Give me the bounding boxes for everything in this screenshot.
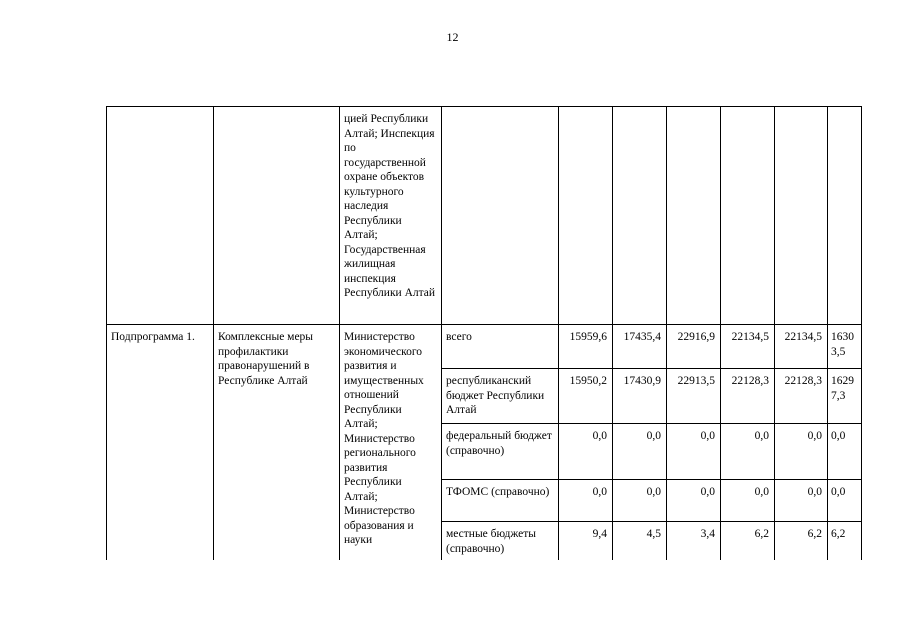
- table-cell: [721, 107, 775, 325]
- executors-cell: цией Республики Алтай; Инспекция по государственной охране объектов культурного наследия Республики Алтай; Государственная жилищная инспекция Республики Алтай: [340, 107, 442, 325]
- value-cell: 22128,3: [721, 369, 775, 424]
- page-number: 12: [446, 30, 459, 44]
- value-cell: 22916,9: [667, 325, 721, 369]
- value-cell: 0,0: [775, 424, 828, 480]
- value-cell: 0,0: [559, 480, 613, 522]
- table-cell: [775, 107, 828, 325]
- value-cell: 16297,3: [828, 369, 862, 424]
- table-cell: [214, 107, 340, 325]
- value-cell: 6,2: [828, 522, 862, 560]
- value-cell: 0,0: [721, 480, 775, 522]
- table-cell: [828, 107, 862, 325]
- value-cell: 0,0: [828, 424, 862, 480]
- funding-source: республиканский бюджет Республики Алтай: [442, 369, 559, 424]
- value-cell: 0,0: [828, 480, 862, 522]
- value-cell: 4,5: [613, 522, 667, 560]
- table-cell: [613, 107, 667, 325]
- table-cell: [559, 107, 613, 325]
- value-cell: 0,0: [613, 480, 667, 522]
- value-cell: 17435,4: [613, 325, 667, 369]
- value-cell: 3,4: [667, 522, 721, 560]
- funding-source: всего: [442, 325, 559, 369]
- subprogram-name: Комплексные меры профилактики правонарушений в Республике Алтай: [214, 325, 340, 560]
- funding-source: федеральный бюджет (справочно): [442, 424, 559, 480]
- table-row: [107, 107, 862, 325]
- value-cell: 15959,6: [559, 325, 613, 369]
- value-cell: 15950,2: [559, 369, 613, 424]
- funding-source: местные бюджеты (справочно): [442, 522, 559, 560]
- subprogram-label: Подпрограмма 1.: [107, 325, 214, 560]
- value-cell: 0,0: [721, 424, 775, 480]
- value-cell: 22913,5: [667, 369, 721, 424]
- value-cell: 9,4: [559, 522, 613, 560]
- table-row: [107, 325, 862, 369]
- value-cell: 22128,3: [775, 369, 828, 424]
- value-cell: 6,2: [775, 522, 828, 560]
- value-cell: 22134,5: [721, 325, 775, 369]
- table-cell: [442, 107, 559, 325]
- funding-source: ТФОМС (справочно): [442, 480, 559, 522]
- value-cell: 22134,5: [775, 325, 828, 369]
- subprogram-executors: Министерство экономического развития и имущественных отношений Республики Алтай; Министерство регионального развития Республики Алтай; Министерство образования и науки: [340, 325, 442, 560]
- table-cell: [667, 107, 721, 325]
- value-cell: 6,2: [721, 522, 775, 560]
- funding-table: [106, 106, 862, 560]
- table-cell: [107, 107, 214, 325]
- value-cell: 0,0: [667, 424, 721, 480]
- value-cell: 16303,5: [828, 325, 862, 369]
- value-cell: 0,0: [775, 480, 828, 522]
- value-cell: 17430,9: [613, 369, 667, 424]
- value-cell: 0,0: [559, 424, 613, 480]
- value-cell: 0,0: [613, 424, 667, 480]
- value-cell: 0,0: [667, 480, 721, 522]
